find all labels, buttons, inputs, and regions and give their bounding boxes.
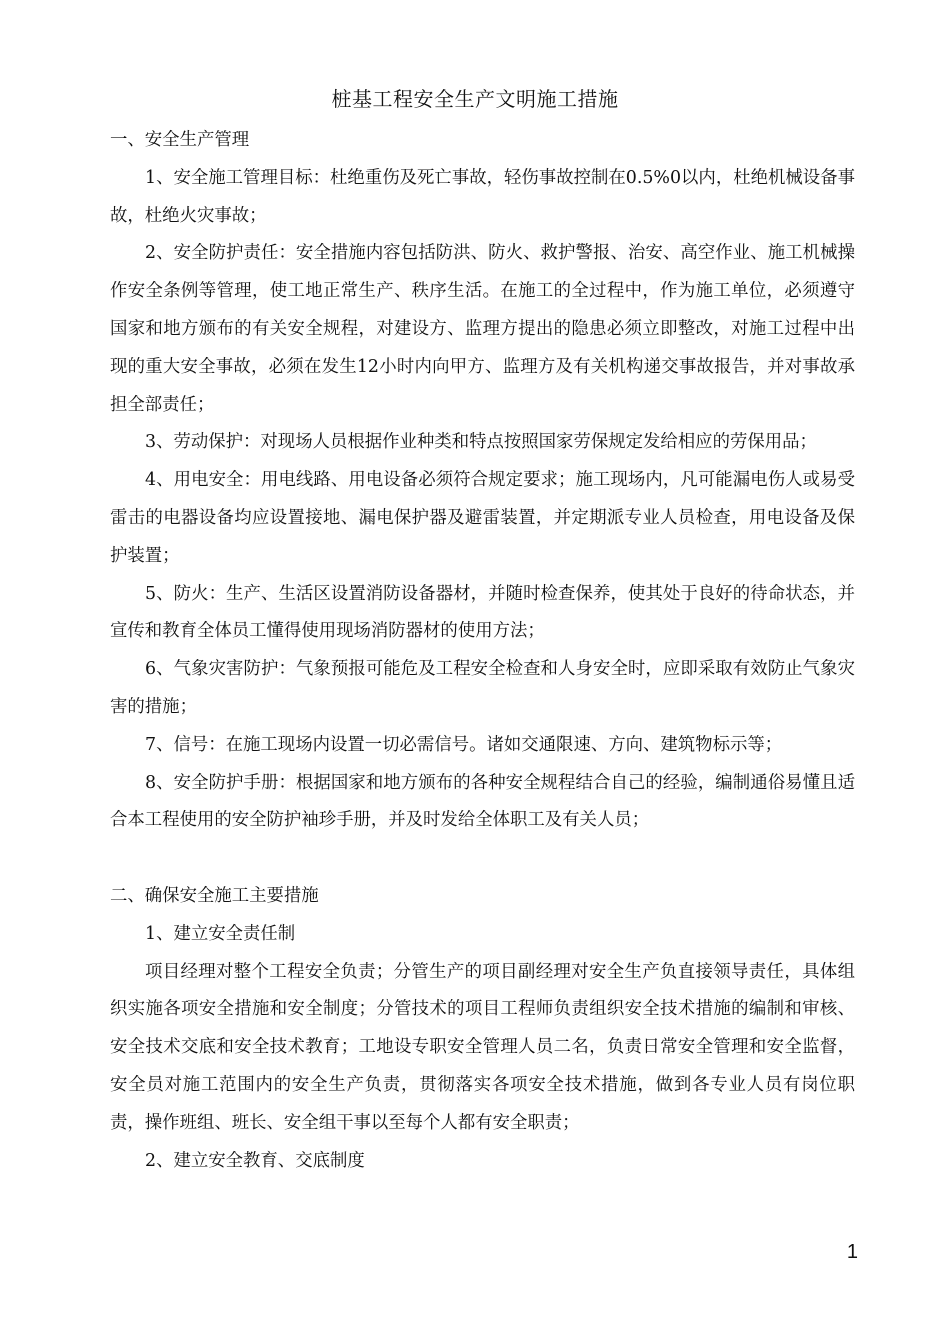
section1-item-8: 8、安全防护手册：根据国家和地方颁布的各种安全规程结合自己的经验，编制通俗易懂且适合本工程使用的安全防护袖珍手册，并及时发给全体职工及有关人员； (110, 772, 855, 831)
blank-line (110, 840, 855, 878)
section1-item-4: 4、用电安全：用电线路、用电设备必须符合规定要求；施工现场内，凡可能漏电伤人或易受雷击的电器设备均应设置接地、漏电保护器及避雷装置，并定期派专业人员检查，用电设备及保护装置； (110, 470, 855, 566)
section1-item-2: 2、安全防护责任：安全措施内容包括防洪、防火、救护警报、治安、高空作业、施工机械操作安全条例等管理，使工地正常生产、秩序生活。在施工的全过程中，作为施工单位，必须遵守国家和地方颁布的有关安全规程，对建设方、监理方提出的隐患必须立即整改，对施工过程中出现的重大安全事故，必须在发生12小时内向甲方、监理方及有关机构递交事故报告，并对事故承担全部责任； (110, 243, 855, 415)
section1-item-5: 5、防火：生产、生活区设置消防设备器材，并随时检查保养，使其处于良好的待命状态，并宣传和教育全体员工懂得使用现场消防器材的使用方法； (110, 583, 855, 642)
document-title: 桩基工程安全生产文明施工措施 (331, 87, 619, 111)
section1-item-3: 3、劳动保护：对现场人员根据作业种类和特点按照国家劳保规定发给相应的劳保用品； (145, 432, 817, 453)
section1-item-6: 6、气象灾害防护：气象预报可能危及工程安全检查和人身安全时，应即采取有效防止气象灾害的措施； (110, 659, 855, 717)
section1-item-1: 1、安全施工管理目标：杜绝重伤及死亡事故，轻伤事故控制在0.5%0以内，杜绝机械设备事故，杜绝火灾事故； (110, 167, 855, 226)
section2-paragraph-1: 项目经理对整个工程安全负责；分管生产的项目副经理对安全生产负直接领导责任，具体组织实施各项安全措施和安全制度；分管技术的项目工程师负责组织安全技术措施的编制和审核、安全技术交底和安全技术教育；工地设专职安全管理人员二名，负责日常安全管理和安全监督，安全员对施工范围内的安全生产负责，贯彻落实各项安全技术措施，做到各专业人员有岗位职责，操作班组、班长、安全组干事以至每个人都有安全职责； (110, 961, 855, 1133)
section1-heading: 一、安全生产管理 (110, 130, 250, 150)
section2-heading: 二、确保安全施工主要措施 (110, 885, 319, 906)
section1-item-7: 7、信号：在施工现场内设置一切必需信号。诸如交通限速、方向、建筑物标示等； (145, 734, 783, 755)
section2-subheading-2: 2、建立安全教育、交底制度 (145, 1150, 365, 1171)
document-body (110, 122, 855, 1180)
section2-subheading-1: 1、建立安全责任制 (145, 923, 296, 944)
page-number: 1 (846, 1241, 858, 1263)
